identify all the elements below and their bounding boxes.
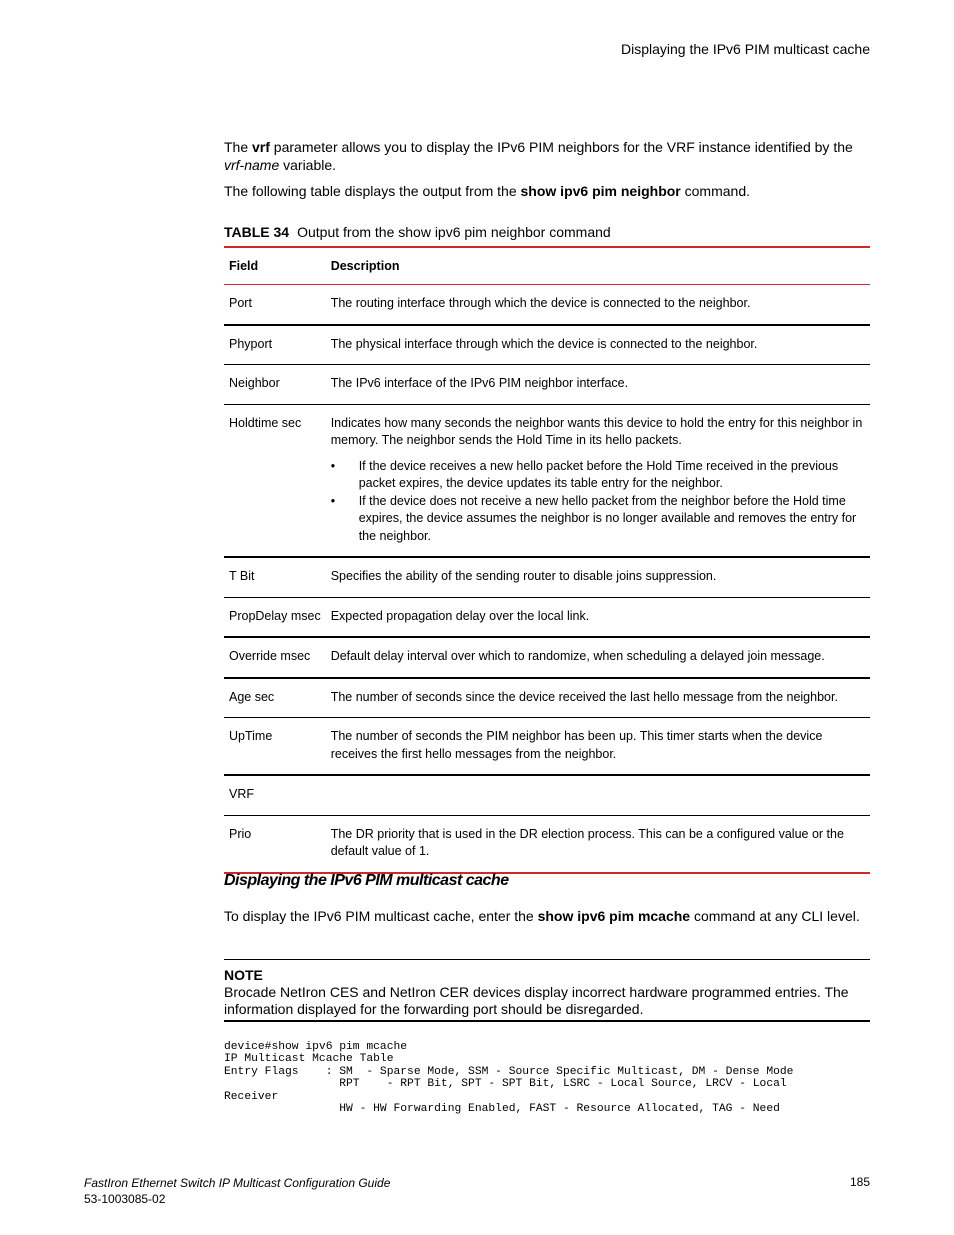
field-name: Holdtime sec xyxy=(229,415,302,430)
table-row xyxy=(224,557,870,597)
text-run: The xyxy=(224,139,253,155)
footer-title: FastIron Ethernet Switch IP Multicast Configuration Guide xyxy=(84,1176,391,1190)
field-description: The number of seconds the PIM neighbor has been up. This timer starts when the device receives the first hello messages from the neighbor. xyxy=(330,729,823,761)
intro-paragraph-vrf xyxy=(224,138,870,174)
section-heading: Displaying the IPv6 PIM multicast cache xyxy=(224,872,509,889)
field-name: Neighbor xyxy=(229,376,280,390)
table-row xyxy=(224,775,870,815)
note-label: NOTE xyxy=(224,967,263,983)
field-description xyxy=(326,404,870,557)
keyword-vrf: vrf xyxy=(252,139,270,155)
table-caption xyxy=(224,224,611,240)
table-row xyxy=(224,325,870,365)
field-name: Prio xyxy=(229,826,252,841)
field-description: Specifies the ability of the sending router to disable joins suppression. xyxy=(330,569,717,583)
command-name: show ipv6 pim neighbor xyxy=(520,183,681,199)
code-line: IP Multicast Mcache Table xyxy=(224,1053,394,1066)
field-name: T Bit xyxy=(229,569,255,583)
page-number: 185 xyxy=(849,1175,870,1189)
code-line: device#show ipv6 pim mcache xyxy=(224,1041,408,1053)
neighbor-output-table xyxy=(224,246,870,874)
code-line: Receiver xyxy=(224,1090,279,1103)
field-description: Default delay interval over which to randomize, when scheduling a delayed join message. xyxy=(330,649,825,663)
field-name: Age sec xyxy=(229,689,275,704)
variable-vrf-name: vrf-name xyxy=(224,157,280,173)
field-name: PropDelay msec xyxy=(229,608,321,623)
column-header-description: Description xyxy=(330,259,400,273)
intro-paragraph-table xyxy=(224,182,870,200)
table-header-row xyxy=(224,247,870,285)
bullet-item: • If the device does not receive a new hello packet from the neighbor before the Hold time expires, the device assumes the neighbor is no longer available and removes the entry for the neighbor. xyxy=(331,493,865,546)
column-header-field: Field xyxy=(229,259,259,273)
command-name: show ipv6 pim mcache xyxy=(537,908,691,924)
footer-doc-number: 53-1003085-02 xyxy=(84,1192,166,1206)
field-name: Port xyxy=(229,296,252,310)
section-intro xyxy=(224,908,860,924)
text-run: variable. xyxy=(279,157,337,173)
text-run: command. xyxy=(680,183,750,199)
table-row xyxy=(224,718,870,776)
table-title: Output from the show ipv6 pim neighbor command xyxy=(297,224,611,240)
description-text: Indicates how many seconds the neighbor wants this device to hold the entry for this neighbor in memory. The neighbor sends the Hold Time in its hello packets. xyxy=(330,415,863,447)
field-description: Expected propagation delay over the local link. xyxy=(330,608,590,623)
note-box xyxy=(224,959,870,1022)
footer-doc-info xyxy=(84,1175,390,1207)
field-description xyxy=(326,775,870,815)
running-header: Displaying the IPv6 PIM multicast cache xyxy=(621,41,870,57)
field-description: The number of seconds since the device received the last hello message from the neighbor. xyxy=(330,689,838,704)
field-description: The IPv6 interface of the IPv6 PIM neighbor interface. xyxy=(330,376,629,390)
bullet-list xyxy=(331,458,865,546)
table-row xyxy=(224,637,870,678)
text-run: To display the IPv6 PIM multicast cache, enter the xyxy=(224,908,538,924)
table-row xyxy=(224,404,870,557)
field-description: The routing interface through which the device is connected to the neighbor. xyxy=(330,296,751,310)
table-row xyxy=(224,678,870,718)
code-line: HW - HW Forwarding Enabled, FAST - Resource Allocated, TAG - Need xyxy=(224,1103,780,1116)
code-line: RPT - RPT Bit, SPT - SPT Bit, LSRC - Local Source, LRCV - Local xyxy=(224,1078,787,1091)
field-name: Override msec xyxy=(229,649,311,663)
field-name: UpTime xyxy=(229,729,273,743)
table-number: TABLE 34 xyxy=(224,224,290,240)
text-run: command at any CLI level. xyxy=(690,908,860,924)
code-line: Entry Flags : SM - Sparse Mode, SSM - Source Specific Multicast, DM - Dense Mode xyxy=(224,1065,794,1078)
cli-output-block xyxy=(224,1041,793,1115)
field-name: VRF xyxy=(229,787,254,801)
text-run: The following table displays the output from the xyxy=(224,183,521,199)
note-text: Brocade NetIron CES and NetIron CER devices display incorrect hardware programmed entries. The information displayed for the forwarding port should be disregarded. xyxy=(224,984,849,1017)
table-row xyxy=(224,597,870,637)
field-description: The DR priority that is used in the DR election process. This can be a configured value or the default value of 1. xyxy=(330,826,844,858)
field-name: Phyport xyxy=(229,336,273,351)
intro-text xyxy=(224,138,870,200)
table-row xyxy=(224,365,870,405)
field-description: The physical interface through which the device is connected to the neighbor. xyxy=(330,336,758,351)
text-run: parameter allows you to display the IPv6 PIM neighbors for the VRF instance identified by the xyxy=(269,139,853,155)
bullet-item: • If the device receives a new hello packet before the Hold Time received in the previous packet expires, the device updates its table entry for the neighbor. xyxy=(331,458,865,493)
table-row xyxy=(224,285,870,325)
table-row xyxy=(224,815,870,873)
